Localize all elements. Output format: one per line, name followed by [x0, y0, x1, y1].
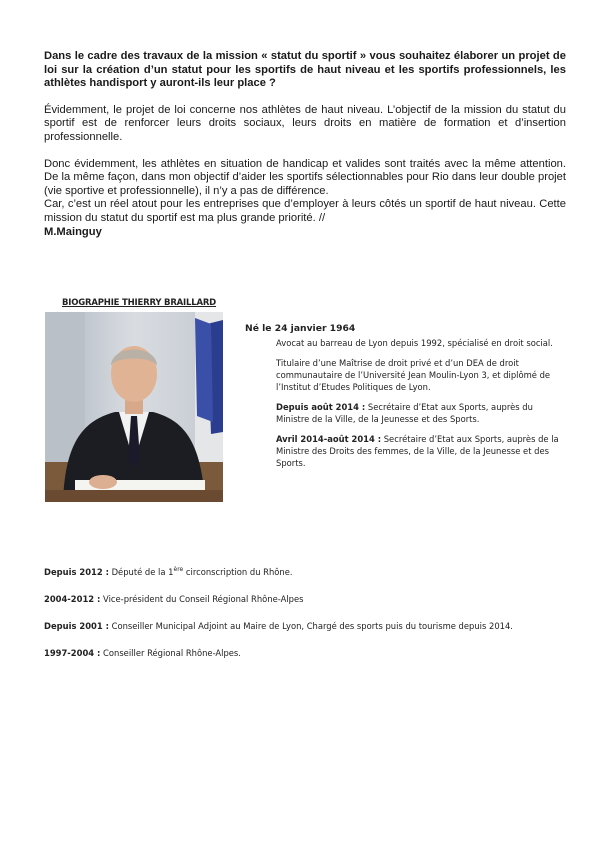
biography-details [276, 337, 566, 477]
career-text: Conseiller Régional Rhône-Alpes. [100, 648, 241, 658]
career-item [44, 566, 574, 578]
interview-section [44, 50, 566, 252]
career-item [44, 647, 574, 659]
career-date: Depuis 2001 : [44, 621, 109, 631]
interview-answer-paragraph [44, 158, 566, 226]
portrait-photo [45, 312, 223, 502]
interview-answer-text: Donc évidemment, les athlètes en situation de handicap et valides sont traités avec la même attention. De la même façon, dans mon objectif d’aider les sportifs sélectionnables pour Rio dans leur double projet (vie sportive et professionnelle), il n’y a pas de différence. [44, 157, 566, 197]
interview-answer-paragraph: Évidemment, le projet de loi concerne nos athlètes de haut niveau. L’objectif de la mission du statut du sportif est de renforcer leurs droits sociaux, leurs droits en matière de formation et d’insertion professionnelle. [44, 103, 566, 143]
career-text: Conseiller Municipal Adjoint au Maire de Lyon, Chargé des sports puis du tourisme depuis 2014. [108, 621, 513, 631]
role-text: Secrétaire d’Etat aux Sports, auprès de la Ministre des Droits des femmes, de la Ville, de la Jeunesse et des Sports. [276, 434, 559, 468]
career-item [44, 620, 574, 632]
career-text: Député de la 1 [108, 567, 174, 577]
portrait-illustration [45, 312, 223, 502]
career-date: 1997-2004 : [44, 648, 101, 658]
career-item [44, 593, 574, 605]
birth-date: Né le 24 janvier 1964 [245, 323, 356, 334]
interview-question: Dans le cadre des travaux de la mission « statut du sportif » vous souhaitez élaborer un projet de loi sur la création d’un statut pour les sportifs de haut niveau et les sportifs professionnels, les athlètes handisport y auront-ils leur place ? [44, 50, 566, 90]
biography-role [276, 401, 566, 425]
interview-signature: M.Mainguy [44, 225, 102, 238]
career-list [44, 566, 574, 674]
biography-role [276, 433, 566, 469]
career-text: Vice-président du Conseil Régional Rhône-Alpes [100, 594, 304, 604]
role-text: Secrétaire d’Etat aux Sports, auprès du Ministre de la Ville, de la Jeunesse et des Sports. [276, 402, 533, 424]
role-date: Depuis août 2014 : [276, 402, 366, 412]
biography-paragraph: Titulaire d’une Maîtrise de droit privé et d’un DEA de droit communautaire de l’Université Jean Moulin-Lyon 3, et diplômé de l’Institut d’Etudes Politiques de Lyon. [276, 358, 551, 392]
ordinal-superscript: ère [173, 566, 184, 574]
career-date: 2004-2012 : [44, 594, 101, 604]
interview-answer-text: Car, c’est un réel atout pour les entreprises que d’employer à leurs côtés un sportif de haut niveau. Cette mission du statut du sportif est ma plus grande priorité. // [44, 198, 566, 224]
biography-title: BIOGRAPHIE THIERRY BRAILLARD [62, 298, 217, 308]
career-text: circonscription du Rhône. [183, 567, 293, 577]
role-date: Avril 2014-août 2014 : [276, 434, 382, 444]
biography-paragraph: Avocat au barreau de Lyon depuis 1992, spécialisé en droit social. [276, 338, 553, 348]
career-date: Depuis 2012 : [44, 567, 109, 577]
